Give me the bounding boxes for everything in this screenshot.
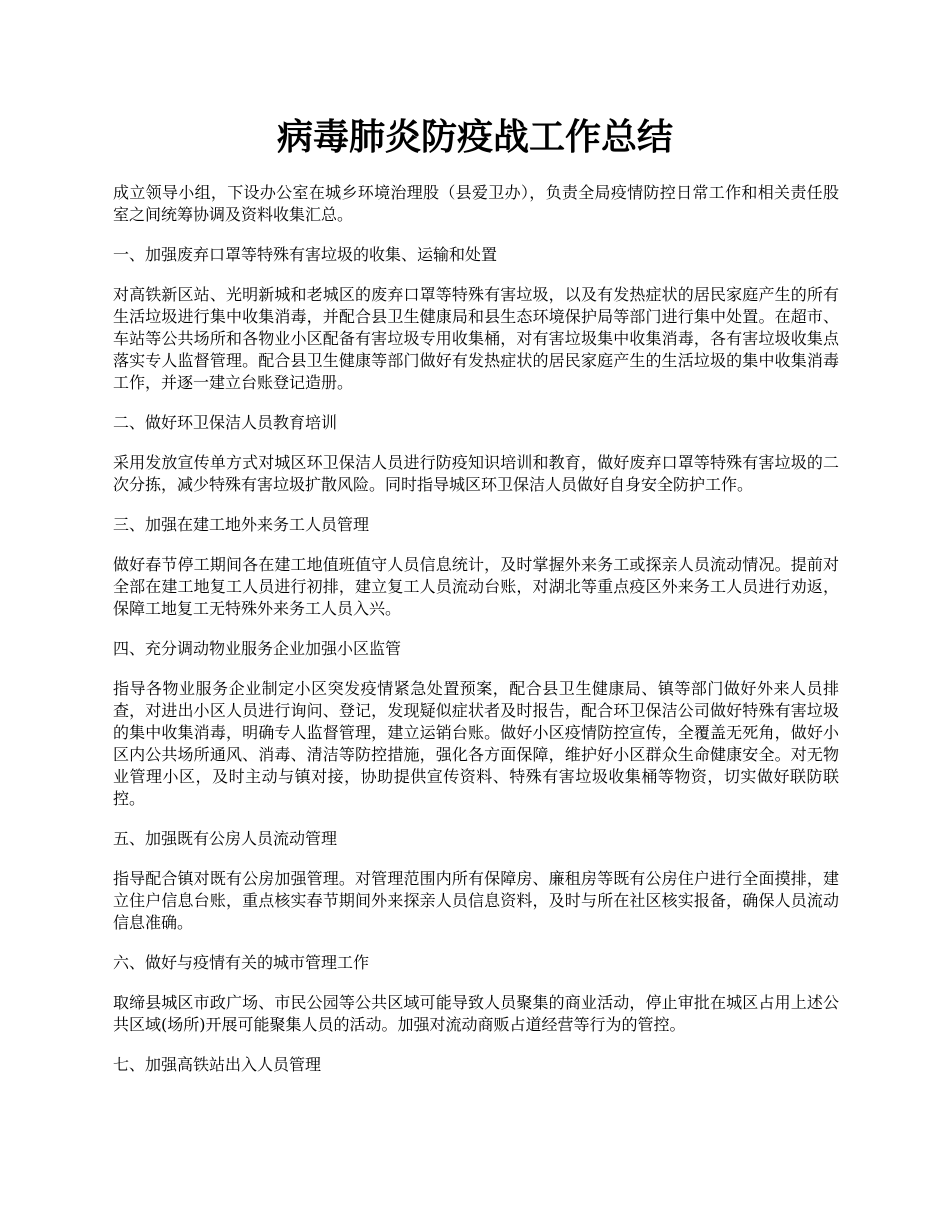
section-heading: 六、做好与疫情有关的城市管理工作 (113, 953, 370, 972)
document-title: 病毒肺炎防疫战工作总结 (276, 116, 673, 158)
section-heading: 三、加强在建工地外来务工人员管理 (113, 515, 370, 534)
section-heading: 五、加强既有公房人员流动管理 (113, 829, 338, 848)
document-body (113, 182, 839, 1094)
body-paragraph: 对高铁新区站、光明新城和老城区的废弃口罩等特殊有害垃圾，以及有发热症状的居民家庭产生的所有生活垃圾进行集中收集消毒，并配合县卫生健康局和县生态环境保护局等部门进行集中处置。在超市、车站等公共场所和各物业小区配备有害垃圾专用收集桶，对有害垃圾集中收集消毒，各有害垃圾收集点落实专人监督管理。配合县卫生健康等部门做好有发热症状的居民家庭产生的生活垃圾的集中收集消毒工作，并逐一建立台账登记造册。 (113, 285, 839, 392)
body-paragraph: 取缔县城区市政广场、市民公园等公共区域可能导致人员聚集的商业活动，停止审批在城区占用上述公共区域(场所)开展可能聚集人员的活动。加强对流动商贩占道经营等行为的管控。 (113, 993, 839, 1034)
body-paragraph: 指导配合镇对既有公房加强管理。对管理范围内所有保障房、廉租房等既有公房住户进行全面摸排，建立住户信息台账，重点核实春节期间外来探亲人员信息资料，及时与所在社区核实报备，确保人员流动信息准确。 (113, 869, 839, 932)
section-heading: 四、充分调动物业服务企业加强小区监管 (113, 639, 402, 658)
section-heading: 二、做好环卫保洁人员教育培训 (113, 413, 338, 432)
section-heading: 一、加强废弃口罩等特殊有害垃圾的收集、运输和处置 (113, 245, 498, 264)
body-paragraph: 采用发放宣传单方式对城区环卫保洁人员进行防疫知识培训和教育，做好废弃口罩等特殊有害垃圾的二次分拣，减少特殊有害垃圾扩散风险。同时指导城区环卫保洁人员做好自身安全防护工作。 (113, 453, 839, 494)
section-heading: 七、加强高铁站出入人员管理 (113, 1055, 322, 1074)
body-paragraph: 做好春节停工期间各在建工地值班值守人员信息统计，及时掌握外来务工或探亲人员流动情况。提前对全部在建工地复工人员进行初排，建立复工人员流动台账，对湖北等重点疫区外来务工人员进行劝返，保障工地复工无特殊外来务工人员入兴。 (113, 555, 839, 618)
body-paragraph: 指导各物业服务企业制定小区突发疫情紧急处置预案，配合县卫生健康局、镇等部门做好外来人员排查，对进出小区人员进行询问、登记，发现疑似症状者及时报告，配合环卫保洁公司做好特殊有害垃圾的集中收集消毒，明确专人监督管理，建立运销台账。做好小区疫情防控宣传，全覆盖无死角，做好小区内公共场所通风、消毒、清洁等防控措施，强化各方面保障，维护好小区群众生命健康安全。对无物业管理小区，及时主动与镇对接，协助提供宣传资料、特殊有害垃圾收集桶等物资，切实做好联防联控。 (113, 679, 839, 808)
intro-paragraph: 成立领导小组，下设办公室在城乡环境治理股（县爱卫办），负责全局疫情防控日常工作和相关责任股室之间统筹协调及资料收集汇总。 (113, 183, 839, 224)
